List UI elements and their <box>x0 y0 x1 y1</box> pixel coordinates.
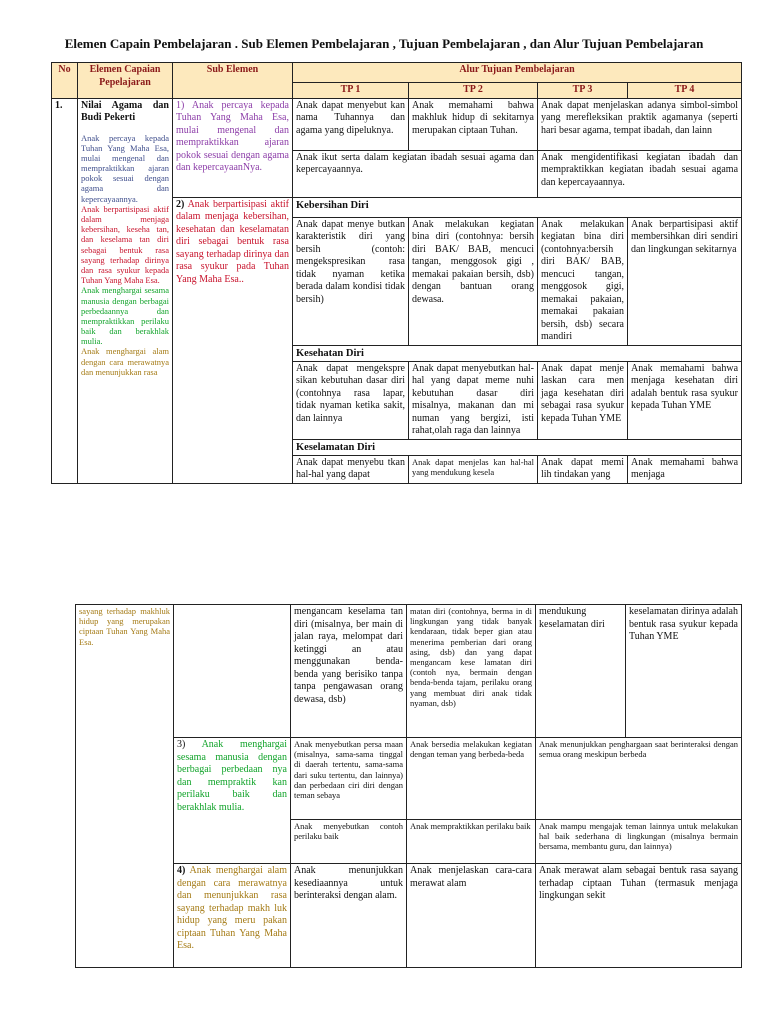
document-title: Elemen Capain Pembelajaran . Sub Elemen Pembelajaran , Tujuan Pembelajaran , dan Alur Tujuan Pembelajaran <box>64 36 704 51</box>
sub1-r2-tp34: Anak mengidentifikasi kegiatan ibadah dan mempraktikkan kegiatan ibadah sesuai agama dan kepercayaannya. <box>538 150 742 197</box>
row-number: 1. <box>52 98 78 483</box>
sub-elemen-4 <box>174 864 291 968</box>
kebersihan-heading: Kebersihan Diri <box>293 197 742 217</box>
sub3-r2-tp34: Anak mampu mengajak teman lainnya untuk melakukan hal baik sederhana di lingkungan (misalnya bermain bersama, membantu guru, dan lainnya) <box>536 820 742 864</box>
sub1-tp2: Anak memahami bahwa makhluk hidup di sekitarnya merupakan ciptaan Tuhan. <box>409 98 538 150</box>
sub-elemen-3 <box>174 738 291 864</box>
sub-elemen-3-text: Anak menghargai sesama manusia dengan berbagai perbedaan nya dan mempraktik kan perilaku baik dan berakhlak mulia. <box>177 739 288 813</box>
kesehatan-tp4: Anak memahami bahwa menjaga kesehatan diri adalah bentuk rasa syukur kepada Tuhan YME <box>628 361 742 439</box>
keselamatan-tp2: Anak dapat menjelas kan hal-hal yang mendukung kesela <box>409 455 538 483</box>
elemen-agama: Anak percaya kepada Tuhan Yang Maha Esa, mulai mengenal dan mempraktikkan ajaran pokok sesuai dengan agama dan kepercayaannya. <box>81 132 169 204</box>
header-tp2: TP 2 <box>409 83 538 99</box>
sub-elemen-3-number: 3) <box>177 739 186 750</box>
kebersihan-tp3: Anak melakukan kegiatan bina diri (contohnya:bersih diri BAK/ BAB, mencuci tangan, menggosok gigi, memakai pakaian, memakai pakaian bersih, dsb) secara mandiri <box>538 217 628 345</box>
sub-elemen-4-number: 4) <box>177 865 186 876</box>
elemen-cell <box>78 98 173 483</box>
sub4-tp34: Anak merawat alam sebagai bentuk rasa sayang terhadap ciptaan Tuhan (termasuk menjaga lingkungan sekit <box>536 864 742 968</box>
sub3-r2-tp1: Anak menyebutkan contoh perilaku baik <box>291 820 407 864</box>
keselamatan-tp4-cont: keselamatan dirinya adalah bentuk rasa syukur kepada Tuhan YME <box>626 605 742 738</box>
sub1-r2-tp12: Anak ikut serta dalam kegiatan ibadah sesuai agama dan kepercayaannya. <box>293 150 538 197</box>
keselamatan-tp1: Anak dapat menyebu tkan hal-hal yang dapat <box>293 455 409 483</box>
keselamatan-tp1-cont: mengancam keselama tan diri (misalnya, ber main di jalan raya, melompat dari ketinggi an atau menggunakan benda-benda yang berisiko tanpa tanpa pengawasan orang dewasa, dsb) <box>291 605 407 738</box>
keselamatan-tp3-cont: mendukung keselamatan diri <box>536 605 626 738</box>
keselamatan-tp2-cont: matan diri (contohnya, berma in di lingkungan yang tidak banyak kendaraan, tidak beper gian atau menerima pemberian dari orang asing, dsb) dan yang dapat mengancam kese lamatan diri (contoh nya, bermain dengan benda-benda tajam, perilaku orang yang membuat diri anak tidak nyaman, dsb) <box>407 605 536 738</box>
sub3-tp2: Anak bersedia melakukan kegiatan dengan teman yang berbeda-beda <box>407 738 536 820</box>
elemen-alam-continuation: sayang terhadap makhluk hidup yang merupakan ciptaan Tuhan Yang Maha Esa. <box>76 605 174 968</box>
sub-elemen-2-text: Anak berpartisipasi aktif dalam menjaga kebersihan, kesehatan dan keselamatan diri sebagai bentuk rasa sayang terhadap dirinya dan rasa syukur pada Tuhan Yang Maha Esa.. <box>176 198 289 285</box>
header-elemen: Elemen Capaian Pepelajaran <box>78 63 173 99</box>
keselamatan-heading: Keselamatan Diri <box>293 439 742 455</box>
sub-elemen-2-number: 2) <box>176 198 185 210</box>
header-no: No <box>52 63 78 99</box>
elemen-kebersihan: Anak berpartisipasi aktif dalam menjaga kebersihan, keseha tan, dan keselama tan diri sebagai bentuk rasa sayang terhadap dirinya dan rasa syukur kepada Tuhan Yang Maha Esa. <box>81 203 169 286</box>
header-tp1: TP 1 <box>293 83 409 99</box>
elemen-title: Nilai Agama dan Budi Pekerti <box>81 99 169 123</box>
sub-elemen-2 <box>173 197 293 483</box>
kesehatan-tp1: Anak dapat mengekspre sikan kebutuhan dasar diri (contohnya rasa lapar, tidak nyaman ketika sakit, dan lainnya <box>293 361 409 439</box>
kesehatan-tp2: Anak dapat menyebutkan hal-hal yang dapat meme nuhi kebutuhan dasar diri misalnya, makanan dan mi numan yang bergizi, isti rahat,olah raga dan lainnya <box>409 361 538 439</box>
kebersihan-tp2: Anak melakukan kegiatan bina diri (contohnya: bersih diri BAK/ BAB, mencuci tangan, menggosok gigi , memakai pakaian bersih, dsb) dengan bantuan orang dewasa. <box>409 217 538 345</box>
header-tp3: TP 3 <box>538 83 628 99</box>
sub-elemen-1-number: 1) <box>176 99 185 111</box>
elemen-sesama: Anak menghargai sesama manusia dengan berbagai perbedaannya dan mempraktikkan perilaku baik dan berakhlak mulia. <box>81 285 169 347</box>
kesehatan-heading: Kesehatan Diri <box>293 345 742 361</box>
sub-elemen-4-text: Anak menghargai alam dengan cara merawatnya dan menunjukkan rasa sayang terhadap makh luk hidup yang meru pakan ciptaan Tuhan Yang Maha Esa. <box>177 865 288 951</box>
keselamatan-tp3: Anak dapat memi lih tindakan yang <box>538 455 628 483</box>
elemen-alam: Anak menghargai alam dengan cara merawatnya dan menunjukkan rasa <box>81 346 169 377</box>
sub-elemen-1 <box>173 98 293 197</box>
sub1-tp34: Anak dapat menjelaskan adanya simbol-simbol yang merefleksikan praktik agamanya (seperti hari besar agama, tempat ibadah, dan lainn <box>538 98 742 150</box>
sub4-tp1: Anak menunjukkan kesediaannya untuk berinteraksi dengan alam. <box>291 864 407 968</box>
sub4-tp2: Anak menjelaskan cara-cara merawat alam <box>407 864 536 968</box>
sub-elemen-2-continuation <box>174 605 291 738</box>
header-sub-elemen: Sub Elemen <box>173 63 293 99</box>
header-alur: Alur Tujuan Pembelajaran <box>293 63 742 83</box>
sub-elemen-1-text: Anak percaya kepada Tuhan Yang Maha Esa, mulai mengenal dan mempraktikkan ajaran pokok sesuai dengan agama dan kepercayaanNya. <box>176 99 289 173</box>
kesehatan-tp3: Anak dapat menje laskan cara men jaga kesehatan diri sebagai rasa syukur kepada Tuhan YME <box>538 361 628 439</box>
sub1-tp1: Anak dapat menyebut kan nama Tuhannya dan agama yang dipeluknya. <box>293 98 409 150</box>
kebersihan-tp1: Anak dapat menye butkan karakteristik diri yang bersih (contoh: mengekspresikan rasa tidak nyaman ketika berada dalam kondisi tidak bersih) <box>293 217 409 345</box>
kebersihan-tp4: Anak berpartisipasi aktif membersihkan diri sendiri dan lingkungan sekitarnya <box>628 217 742 345</box>
keselamatan-tp4: Anak memahami bahwa menjaga <box>628 455 742 483</box>
sub3-tp34: Anak menunjukkan penghargaan saat berinteraksi dengan semua orang meskipun berbeda <box>536 738 742 820</box>
continuation-table <box>75 604 742 968</box>
sub3-r2-tp2: Anak mempraktikkan perilaku baik <box>407 820 536 864</box>
sub3-tp1: Anak menyebutkan persa maan (misalnya, sama-sama tinggal di daerah tertentu, sama-sama dari suku tertentu, dan lainnya) dan perbedaan ciri diri dengan teman sebaya <box>291 738 407 820</box>
header-tp4: TP 4 <box>628 83 742 99</box>
main-table <box>51 62 742 484</box>
